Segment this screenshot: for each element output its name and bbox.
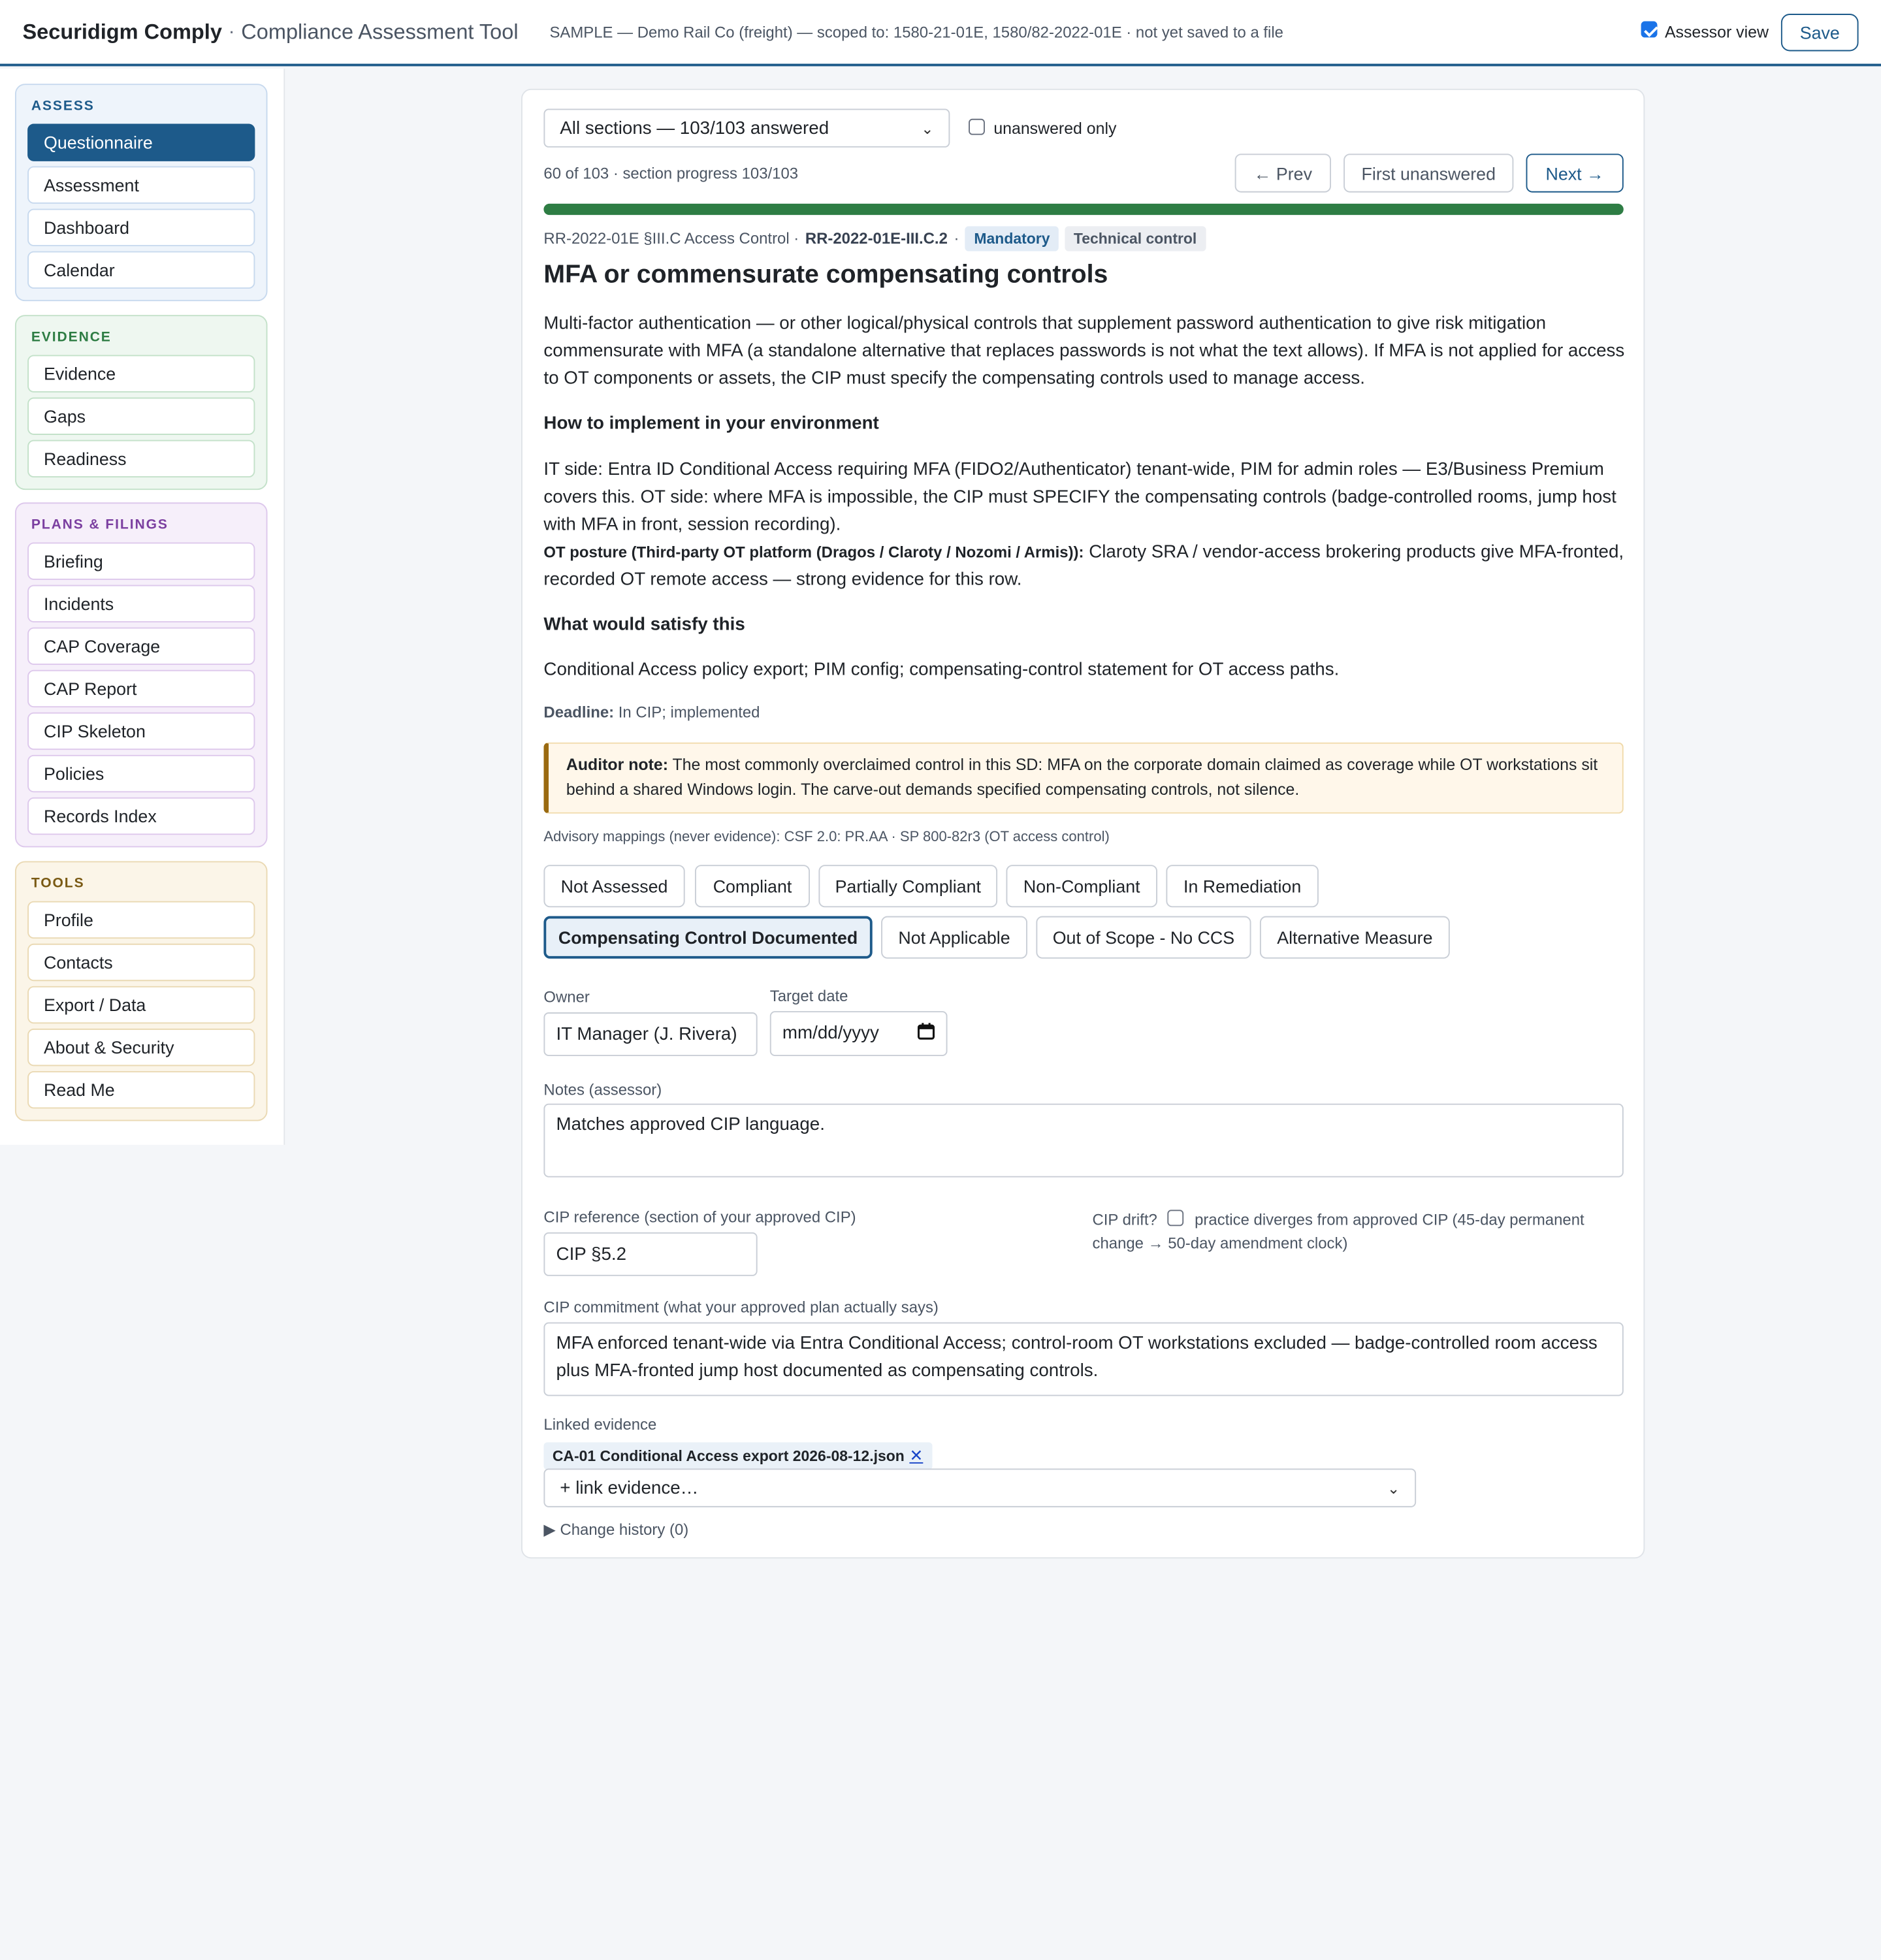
sidebar-item-contacts[interactable]: Contacts (27, 944, 255, 981)
cip-drift-checkbox[interactable] (1168, 1210, 1184, 1227)
technical-control-badge: Technical control (1065, 226, 1205, 251)
remove-evidence-icon[interactable]: ✕ (909, 1446, 924, 1465)
next-button[interactable]: Next → (1526, 153, 1624, 192)
sidebar-item-gaps[interactable]: Gaps (27, 398, 255, 435)
link-evidence-placeholder: + link evidence… (560, 1477, 699, 1498)
linked-evidence-label: Linked evidence (543, 1416, 657, 1434)
sidebar-item-about-security[interactable]: About & Security (27, 1029, 255, 1066)
sidebar-item-export-data[interactable]: Export / Data (27, 986, 255, 1023)
status-in-remediation[interactable]: In Remediation (1166, 865, 1318, 907)
cip-commitment-textarea[interactable]: MFA enforced tenant-wide via Entra Conditional Access; control-room OT workstations excluded — badge-controlled room access plus MFA-fronted jump host documented as compensating controls. (543, 1323, 1623, 1396)
nav-group-title: ASSESS (31, 99, 95, 114)
owner-label: Owner (543, 988, 590, 1006)
chevron-down-icon: ⌄ (1387, 1479, 1400, 1497)
auditor-note (543, 743, 1623, 814)
save-button[interactable]: Save (1781, 13, 1858, 50)
sidebar-item-cip-skeleton[interactable]: CIP Skeleton (27, 713, 255, 750)
status-compliant[interactable]: Compliant (695, 865, 810, 907)
status-out-of-scope[interactable]: Out of Scope - No CCS (1036, 916, 1251, 959)
question-title: MFA or commensurate compensating controls (543, 260, 1108, 289)
sidebar-item-profile[interactable]: Profile (27, 901, 255, 939)
cip-drift-label: CIP drift? (1092, 1211, 1157, 1229)
sidebar-item-cap-report[interactable]: CAP Report (27, 670, 255, 707)
auditor-note-text: The most commonly overclaimed control in this SD: MFA on the corporate domain claimed as coverage while OT workstations sit behind a shared Windows login. The carve-out demands specified compensating controls, not silence. (566, 754, 1598, 799)
notes-label: Notes (assessor) (543, 1081, 662, 1099)
mandatory-badge: Mandatory (965, 226, 1059, 251)
status-not-assessed[interactable]: Not Assessed (543, 865, 684, 907)
nav-group-title: PLANS & FILINGS (31, 517, 169, 533)
status-non-compliant[interactable]: Non-Compliant (1006, 865, 1157, 907)
cip-drift (1093, 1208, 1618, 1256)
position-text: 60 of 103 · section progress 103/103 (543, 165, 799, 183)
calendar-icon[interactable] (918, 1022, 935, 1044)
nav-group-evidence (15, 315, 268, 490)
cip-reference-label: CIP reference (section of your approved CIP) (543, 1208, 856, 1227)
satisfy-heading: What would satisfy this (543, 615, 745, 635)
notes-textarea[interactable]: Matches approved CIP language. (543, 1104, 1623, 1178)
sidebar-item-incidents[interactable]: Incidents (27, 585, 255, 622)
advisory-mappings: Advisory mappings (never evidence): CSF 2.0: PR.AA · SP 800-82r3 (OT access control) (543, 829, 1110, 845)
progress-track (543, 204, 1623, 215)
unanswered-only-label: unanswered only (993, 118, 1117, 138)
status-alternative-measure[interactable]: Alternative Measure (1260, 916, 1450, 959)
how-text: IT side: Entra ID Conditional Access requiring MFA (FIDO2/Authenticator) tenant-wide, PIM for admin roles — E3/Business Premium covers this. OT side: where MFA is impossible, the CIP must SPECIFY the compensating controls (badge-controlled rooms, jump host with MFA in front, session recording). (543, 460, 1616, 536)
satisfy-text: Conditional Access policy export; PIM config; compensating-control statement for OT access paths. (543, 660, 1340, 681)
ot-posture-label: OT posture (Third-party OT platform (Dragos / Claroty / Nozomi / Armis)): (543, 543, 1084, 562)
nav-group-assess (15, 84, 268, 301)
sidebar-item-calendar[interactable]: Calendar (27, 251, 255, 289)
sidebar-item-briefing[interactable]: Briefing (27, 543, 255, 580)
target-date-placeholder: mm/dd/yyyy (782, 1023, 879, 1044)
brand-separator: · (228, 20, 235, 42)
brand-subtitle: Compliance Assessment Tool (241, 19, 519, 44)
sidebar (0, 69, 285, 1145)
section-select-value: All sections — 103/103 answered (560, 118, 829, 138)
owner-input[interactable]: IT Manager (J. Rivera) (543, 1012, 757, 1056)
nav-group-plans (15, 502, 268, 847)
progress-bar (543, 204, 1623, 215)
deadline-label: Deadline: (543, 703, 615, 722)
sidebar-item-policies[interactable]: Policies (27, 755, 255, 792)
brand-name: Securidigm Comply (22, 19, 222, 44)
status-compensating-control-documented[interactable]: Compensating Control Documented (543, 916, 872, 959)
target-date-label: Target date (769, 987, 848, 1005)
requirement-id: RR-2022-01E-III.C.2 (805, 230, 948, 248)
cip-reference-input[interactable]: CIP §5.2 (543, 1232, 757, 1276)
deadline-value: In CIP; implemented (614, 703, 760, 722)
sidebar-item-cap-coverage[interactable]: CAP Coverage (27, 628, 255, 665)
breadcrumb (543, 226, 1205, 251)
status-not-applicable[interactable]: Not Applicable (881, 916, 1027, 959)
unanswered-only-toggle[interactable] (969, 119, 1116, 138)
assessor-view-checkbox[interactable] (1641, 22, 1658, 38)
ot-posture (543, 539, 1626, 594)
top-bar (0, 0, 1881, 66)
chevron-down-icon: ⌄ (921, 119, 934, 137)
cip-drift-text: practice diverges from approved CIP (45-day permanent change → 50-day amendment clock) (1092, 1211, 1584, 1253)
question-card (521, 89, 1645, 1558)
prev-button[interactable]: ← Prev (1235, 153, 1331, 192)
nav-group-tools (15, 861, 268, 1121)
ot-posture-text: Claroty SRA / vendor-access brokering products give MFA-fronted, recorded OT remote access — strong evidence for this row. (543, 542, 1624, 590)
breadcrumb-section: RR-2022-01E §III.C Access Control · (543, 230, 799, 248)
sidebar-item-evidence[interactable]: Evidence (27, 355, 255, 392)
sidebar-item-readiness[interactable]: Readiness (27, 440, 255, 477)
sidebar-item-assessment[interactable]: Assessment (27, 167, 255, 204)
how-heading: How to implement in your environment (543, 413, 879, 434)
evidence-chip (543, 1442, 931, 1470)
sidebar-item-read-me[interactable]: Read Me (27, 1071, 255, 1108)
assessor-view-toggle[interactable] (1641, 22, 1769, 41)
status-partially-compliant[interactable]: Partially Compliant (818, 865, 997, 907)
first-unanswered-button[interactable]: First unanswered (1343, 153, 1513, 192)
sidebar-item-dashboard[interactable]: Dashboard (27, 209, 255, 246)
unanswered-only-checkbox[interactable] (969, 118, 985, 135)
scope-text: SAMPLE — Demo Rail Co (freight) — scoped to: 1580-21-01E, 1580/82-2022-01E · not yet saved to a file (549, 23, 1283, 41)
evidence-chip-label: CA-01 Conditional Access export 2026-08-12.json (552, 1447, 905, 1465)
sidebar-item-records-index[interactable]: Records Index (27, 797, 255, 835)
assessor-view-label: Assessor view (1664, 22, 1769, 42)
nav-group-title: EVIDENCE (31, 330, 112, 345)
target-date-input[interactable] (770, 1011, 948, 1056)
nav-group-title: TOOLS (31, 876, 85, 892)
sidebar-item-questionnaire[interactable]: Questionnaire (27, 123, 255, 161)
section-select[interactable] (543, 108, 950, 147)
link-evidence-select[interactable] (543, 1469, 1416, 1507)
change-history-toggle[interactable]: ▶ Change history (0) (543, 1520, 689, 1539)
cip-commitment-label: CIP commitment (what your approved plan actually says) (543, 1298, 939, 1317)
breadcrumb-dot: · (954, 230, 959, 248)
deadline (543, 703, 760, 721)
auditor-note-label: Auditor note: (566, 754, 669, 774)
question-description: Multi-factor authentication — or other logical/physical controls that supplement password authentication to give risk mitigation commensurate with MFA (a standalone alternative that replaces passwords is not what the text allows). If MFA is not applied for access to OT components or assets, the CIP must specify the compensating controls used to manage access. (543, 313, 1625, 389)
